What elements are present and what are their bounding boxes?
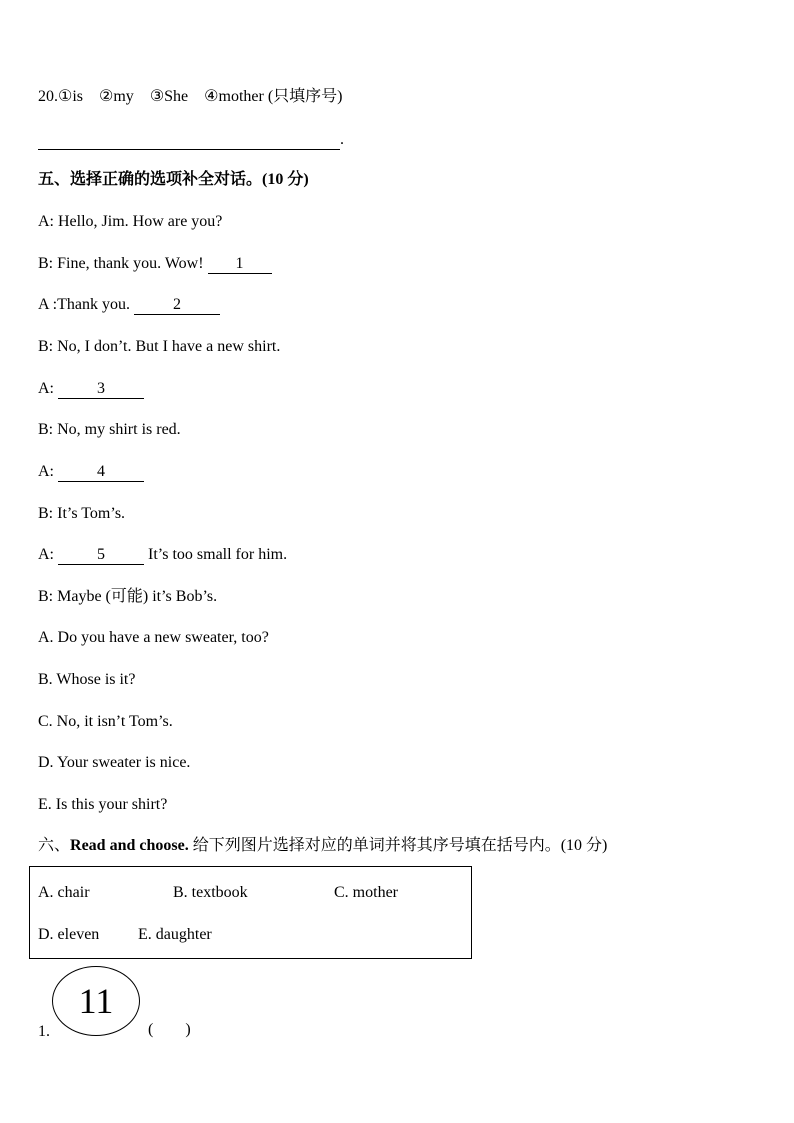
dialogue-text: A:	[38, 463, 58, 480]
dialogue-line	[38, 337, 280, 357]
q20-option-2: ②my	[99, 88, 134, 105]
dialogue-blank-2[interactable]: 2	[134, 296, 220, 315]
dialogue-line	[38, 254, 272, 274]
dialogue-text: A :Thank you.	[38, 296, 134, 313]
section6-title	[38, 836, 607, 856]
q20-answer-blank[interactable]	[38, 131, 340, 150]
dialogue-line	[38, 504, 125, 524]
dialogue-text: B: It’s Tom’s.	[38, 505, 126, 522]
q20-option-4: ④mother (只填序号)	[204, 88, 343, 105]
dialogue-line	[38, 379, 144, 399]
dialogue-text: B: No, I don’t. But I have a new shirt.	[38, 338, 281, 355]
q1-answer-paren[interactable]: ( )	[148, 1021, 191, 1038]
dialogue-blank-1[interactable]: 1	[208, 255, 272, 274]
dialogue-line	[38, 462, 144, 482]
dialogue-text: B: Maybe (可能) it’s Bob’s.	[38, 588, 218, 605]
q20-answer-period: .	[340, 131, 344, 148]
word-bank-box	[29, 866, 472, 959]
dialogue-blank-5[interactable]: 5	[58, 546, 144, 565]
dialogue-text: It’s too small for him.	[144, 546, 288, 563]
dialogue-line	[38, 587, 217, 607]
section6-title-cn: 给下列图片选择对应的单词并将其序号填在括号内。(10 分)	[188, 837, 608, 854]
dialogue-text: A: Hello, Jim. How are you?	[38, 213, 223, 230]
word-e: E. daughter	[138, 926, 212, 943]
word-b: B. textbook	[173, 884, 248, 901]
option-e: E. Is this your shirt?	[38, 796, 168, 813]
q20-line	[38, 87, 342, 107]
option-b: B. Whose is it?	[38, 671, 136, 688]
section5-title: 五、选择正确的选项补全对话。(10 分)	[38, 171, 309, 188]
q20-option-1: ①is	[58, 88, 84, 105]
word-a: A. chair	[38, 884, 90, 901]
dialogue-line	[38, 545, 287, 565]
option-d: D. Your sweater is nice.	[38, 754, 191, 771]
eleven-picture-text: 11	[78, 981, 114, 1021]
dialogue-text: A:	[38, 380, 58, 397]
option-a: A. Do you have a new sweater, too?	[38, 629, 269, 646]
dialogue-text: B: Fine, thank you. Wow!	[38, 255, 208, 272]
word-d: D. eleven	[38, 926, 100, 943]
section6-prefix: 六、	[38, 837, 71, 854]
q20-number: 20.	[38, 88, 58, 105]
dialogue-blank-3[interactable]: 3	[58, 380, 144, 399]
dialogue-blank-4[interactable]: 4	[58, 463, 144, 482]
dialogue-text: B: No, my shirt is red.	[38, 421, 181, 438]
q20-answer-line[interactable]	[38, 130, 344, 150]
word-c: C. mother	[334, 884, 398, 901]
q20-option-3: ③She	[149, 88, 189, 105]
dialogue-line	[38, 212, 222, 232]
q1-number: 1.	[38, 1023, 50, 1040]
section6-title-en: Read and choose.	[70, 837, 189, 854]
option-c: C. No, it isn’t Tom’s.	[38, 713, 173, 730]
eleven-picture	[52, 966, 140, 1036]
dialogue-line	[38, 295, 220, 315]
dialogue-line	[38, 420, 181, 440]
dialogue-text: A:	[38, 546, 58, 563]
